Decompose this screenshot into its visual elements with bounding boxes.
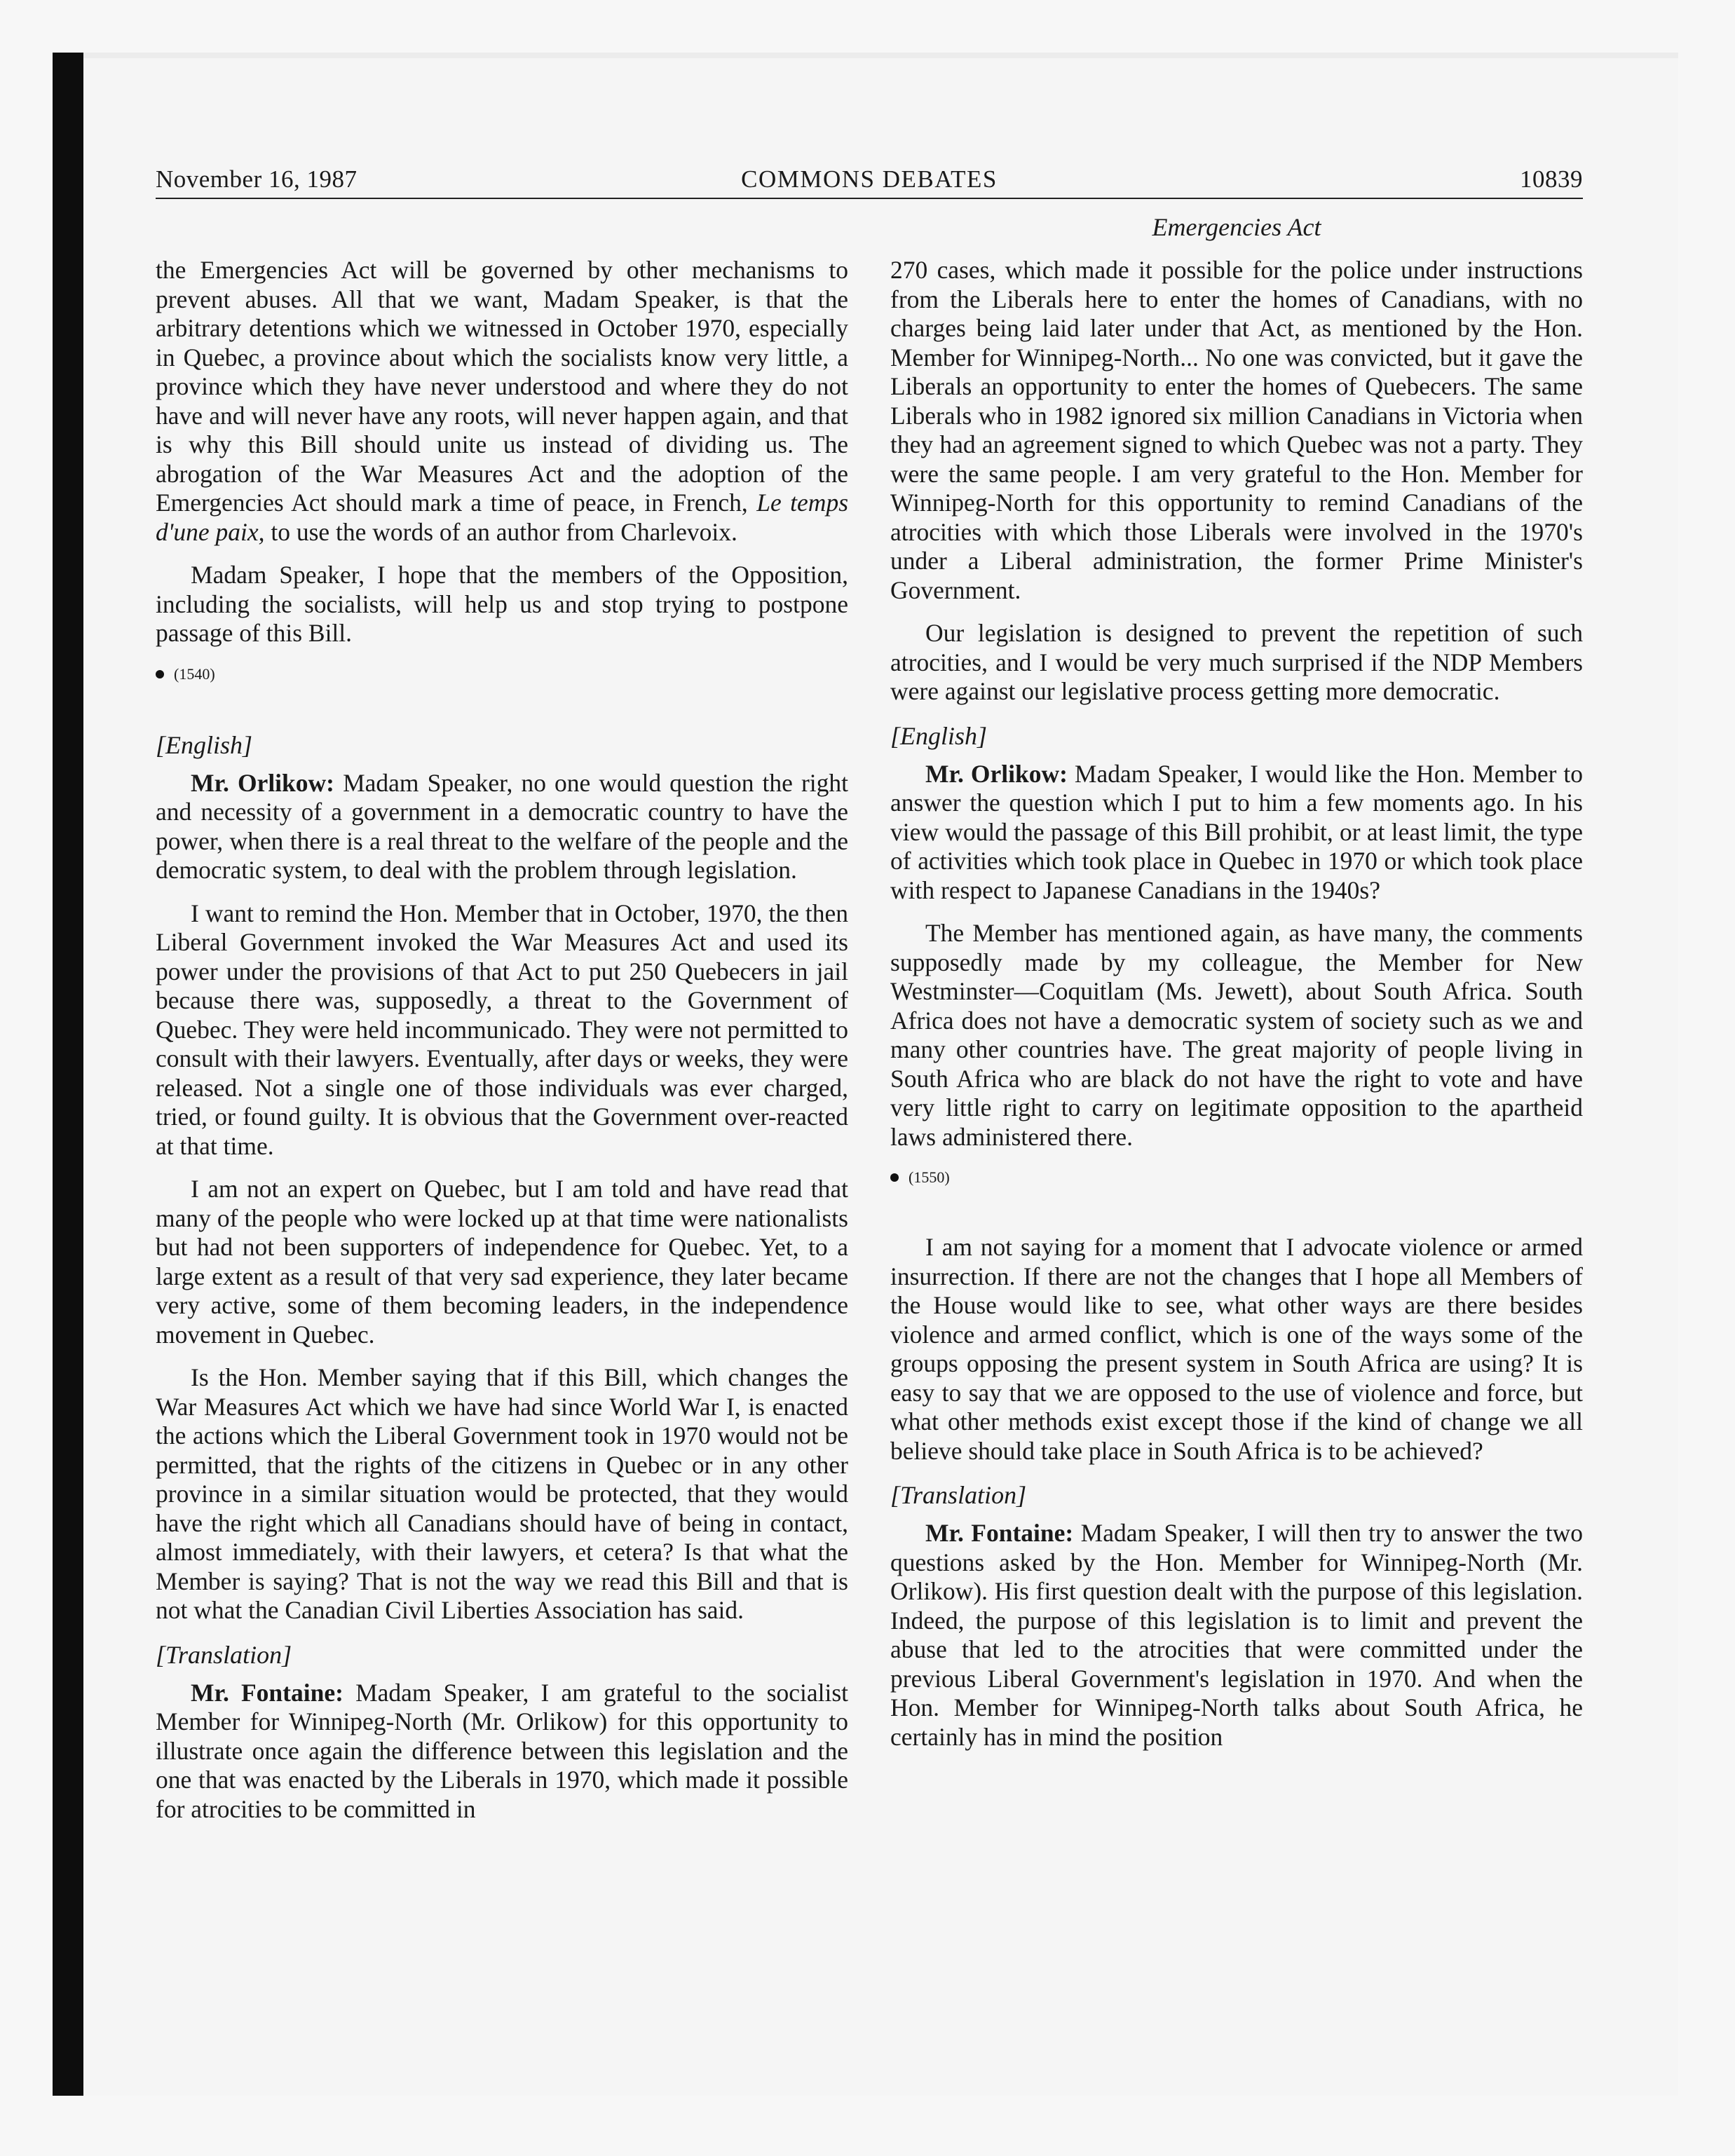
paragraph [156, 1679, 848, 1824]
paragraph: I am not saying for a moment that I advocate violence or armed insurrection. If there are not the changes that I hope all Members of the House would like to see, what other ways are there besides violence and armed conflict, which is one of the ways some of the groups opposing the present system in South Africa are using? It is easy to say that we are opposed to the use of violence and force, but what other methods exist except those if the kind of change we all believe should take place in South Africa is to be achieved? [890, 1233, 1583, 1465]
paragraph: I want to remind the Hon. Member that in October, 1970, the then Liberal Government invoked the War Measures Act and used its power under the provisions of that Act to put 250 Quebecers in jail because there was, supposedly, a threat to the Government of Quebec. They were held incommunicado. They were not permitted to consult with their lawyers. Eventually, after days or weeks, they were released. Not a single one of those individuals was ever charged, tried, or found guilty. It is obvious that the Government over-reacted at that time. [156, 899, 848, 1160]
paragraph [890, 760, 1583, 906]
header-publication: COMMONS DEBATES [741, 165, 998, 193]
header-page-number: 10839 [1520, 165, 1583, 193]
scan-edge-bar [53, 53, 83, 2096]
header-rule [156, 198, 1583, 199]
paragraph: Is the Hon. Member saying that if this Bill, which changes the War Measures Act which we have had since World War I, is enacted the actions which the Liberal Government took in 1970 would not be permitted, that the rights of the citizens in Quebec or in any other province in a similar situation would be protected, that they would have the right which all Canadians should have of being in contact, almost immediately, with their lawyers, et cetera? Is that what the Member is saying? That is not the way we read this Bill and that is not what the Canadian Civil Liberties Association has said. [156, 1363, 848, 1624]
left-column [156, 256, 848, 1838]
time-marker-label: (1540) [174, 664, 215, 683]
paragraph [890, 1519, 1583, 1752]
paragraph-text: Madam Speaker, I would like the Hon. Member to answer the question which I put to him a few moments ago. In his view would the passage of this Bill prohibit, or at least limit, the type of activities which took place in Quebec in 1970 or which took place with respect to Japanese Canadians in the 1940s? [890, 759, 1583, 904]
speaker-name: Mr. Orlikow: [191, 768, 334, 797]
paragraph: The Member has mentioned again, as have many, the comments supposedly made by my colleague, the Member for New Westminster—Coquitlam (Ms. Jewett), about South Africa. South Africa does not have a democratic system of society such as we and many other countries have. The great majority of people living in South Africa who are black do not have the right to vote and have very little right to carry on legitimate opposition to the apartheid laws administered there. [890, 919, 1583, 1151]
paragraph-text: Madam Speaker, I will then try to answer the two questions asked by the Hon. Member for Winnipeg-North (Mr. Orlikow). His first question dealt with the purpose of this legislation. Indeed, the purpose of this legislation is to limit and prevent the abuse that led to the atrocities that were committed under the previous Liberal Government's legislation in 1970. And when the Hon. Member for Winnipeg-North talks about South Africa, he certainly has in mind the position [890, 1519, 1583, 1751]
running-head [156, 163, 1583, 196]
paragraph: Our legislation is designed to prevent the repetition of such atrocities, and I would be very much surprised if the NDP Members were against our legislative process getting more democratic. [890, 619, 1583, 705]
paragraph [156, 256, 848, 547]
speaker-name: Mr. Fontaine: [191, 1678, 343, 1707]
paragraph: Madam Speaker, I hope that the members of the Opposition, including the socialists, will help us and stop trying to postpone passage of this Bill. [156, 561, 848, 647]
paragraph: I am not an expert on Quebec, but I am told and have read that many of the people who were locked up at that time were nationalists but had not been supporters of independence for Quebec. Yet, to a large extent as a result of that very sad experience, they later became very active, some of them becoming leaders, in the independence movement in Quebec. [156, 1175, 848, 1349]
paragraph-text: to use the words of an author from Charlevoix. [271, 517, 737, 546]
time-marker [156, 664, 848, 685]
bullet-icon [156, 670, 164, 678]
scan-top-band [83, 53, 1678, 58]
paragraph-text: the Emergencies Act will be governed by other mechanisms to prevent abuses. All that we want, Madam Speaker, is that the arbitrary detentions which we witnessed in October 1970, especially in Quebec, a province about which the socialists know very little, a province which they have never understood and where they do not have and will never have any roots, will never happen again, and that is why this Bill should unite us instead of dividing us. The abrogation of the War Measures Act and the adoption of the Emergencies Act should mark a time of peace, in French, [156, 256, 848, 517]
paragraph-text: Madam Speaker, no one would question the right and necessity of a government in a democratic country to have the power, when there is a real threat to the welfare of the people and the democratic system, to deal with the problem through legislation. [156, 768, 849, 884]
paragraph: 270 cases, which made it possible for the police under instructions from the Liberals here to enter the homes of Canadians, with no charges being laid later under that Act, as mentioned by the Hon. Member for Winnipeg-North... No one was convicted, but it gave the Liberals an opportunity to enter the homes of Quebecers. The same Liberals who in 1982 ignored six million Canadians in Victoria when they had an agreement signed to which Quebec was not a party. They were the same people. I am very grateful to the Hon. Member for Winnipeg-North for this opportunity to remind Canadians of the atrocities with which those Liberals were involved in the 1970's under a Liberal administration, the former Prime Minister's Government. [890, 256, 1583, 604]
language-tag: [English] [156, 730, 253, 759]
time-marker-label: (1550) [909, 1168, 950, 1186]
time-marker [890, 1167, 1583, 1188]
language-tag: [Translation] [156, 1640, 292, 1669]
right-column [890, 256, 1583, 1766]
paragraph [156, 769, 848, 885]
speaker-name: Mr. Fontaine: [925, 1519, 1074, 1547]
language-tag: [Translation] [890, 1481, 1027, 1509]
italic-quote: Le temps d'une paix, [156, 489, 849, 546]
bullet-icon [890, 1173, 899, 1182]
header-date: November 16, 1987 [156, 165, 358, 193]
speaker-name: Mr. Orlikow: [925, 759, 1068, 788]
language-tag: [English] [890, 721, 988, 750]
paragraph-text: Madam Speaker, I am grateful to the socialist Member for Winnipeg-North (Mr. Orlikow) for this opportunity to illustrate once again the difference between this legislation and the one that was enacted by the Liberals in 1970, which made it possible for atrocities to be committed in [156, 1678, 848, 1823]
section-title: Emergencies Act [1152, 213, 1321, 241]
